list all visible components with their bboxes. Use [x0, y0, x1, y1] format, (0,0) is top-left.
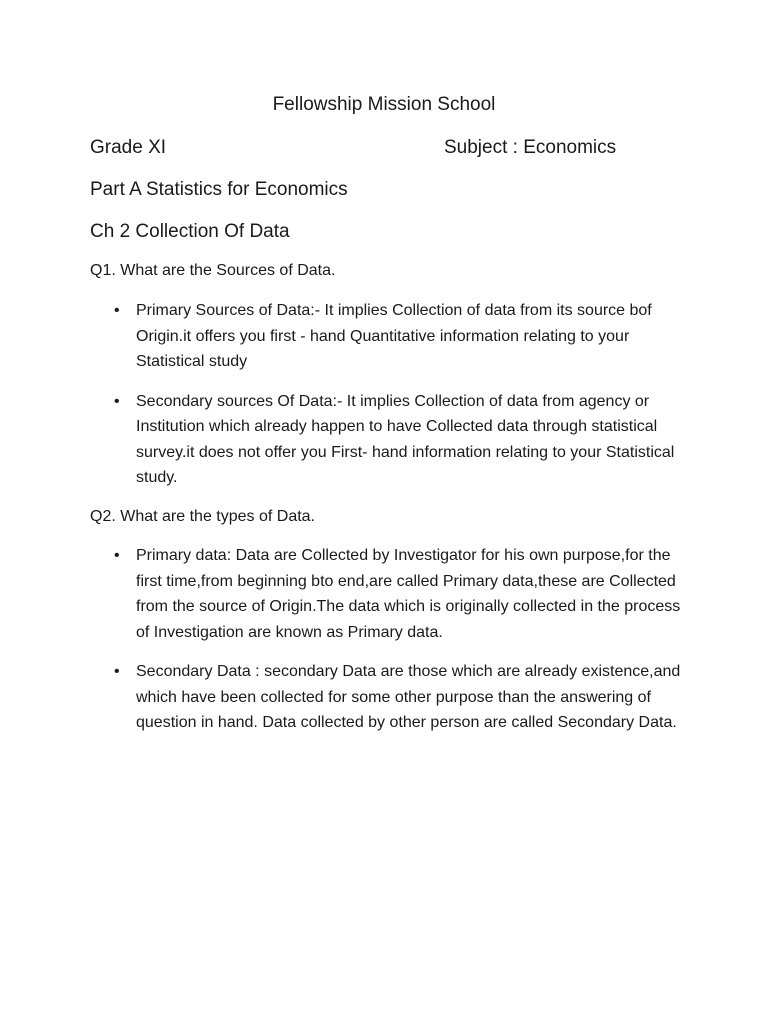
list-item	[0, 389, 681, 491]
answer-list-1	[0, 298, 768, 505]
list-item	[0, 659, 681, 736]
chapter-title: Ch 2 Collection Of Data	[90, 221, 290, 242]
answer-text: Secondary sources Of Data:- It implies Collection of data from agency or Institution which already happen to have Collected data through statistical survey.it does not offer you First- hand information relating to your Statistical study.	[136, 392, 675, 486]
bullet-icon: •	[114, 392, 120, 410]
list-item	[0, 543, 681, 645]
grade-label: Grade XI	[90, 137, 167, 158]
meta-row	[90, 137, 650, 163]
school-name: Fellowship Mission School	[272, 94, 496, 115]
list-item	[0, 298, 681, 375]
bullet-icon: •	[114, 302, 120, 319]
answer-list-2	[0, 543, 768, 750]
subject-label: Subject : Economics	[444, 137, 617, 158]
answer-text: Primary Sources of Data:- It implies Collection of data from its source bof Origin.it offers you first - hand Quantitative information relating to your Statistical study	[136, 302, 652, 370]
question-2: Q2. What are the types of Data.	[90, 508, 315, 525]
bullet-icon: •	[114, 663, 120, 680]
part-title: Part A Statistics for Economics	[90, 179, 348, 200]
question-1: Q1. What are the Sources of Data.	[90, 262, 336, 279]
answer-text: Secondary Data : secondary Data are those which are already existence,and which have been collected for some other purpose than the answering of question in hand. Data collected by other person are called Secondary Data.	[136, 663, 681, 731]
bullet-icon: •	[114, 547, 120, 564]
answer-text: Primary data: Data are Collected by Investigator for his own purpose,for the first time,from beginning bto end,are called Primary data,these are Collected from the source of Origin.The data which is originally collected in the process of Investigation are known as Primary data.	[136, 547, 681, 641]
